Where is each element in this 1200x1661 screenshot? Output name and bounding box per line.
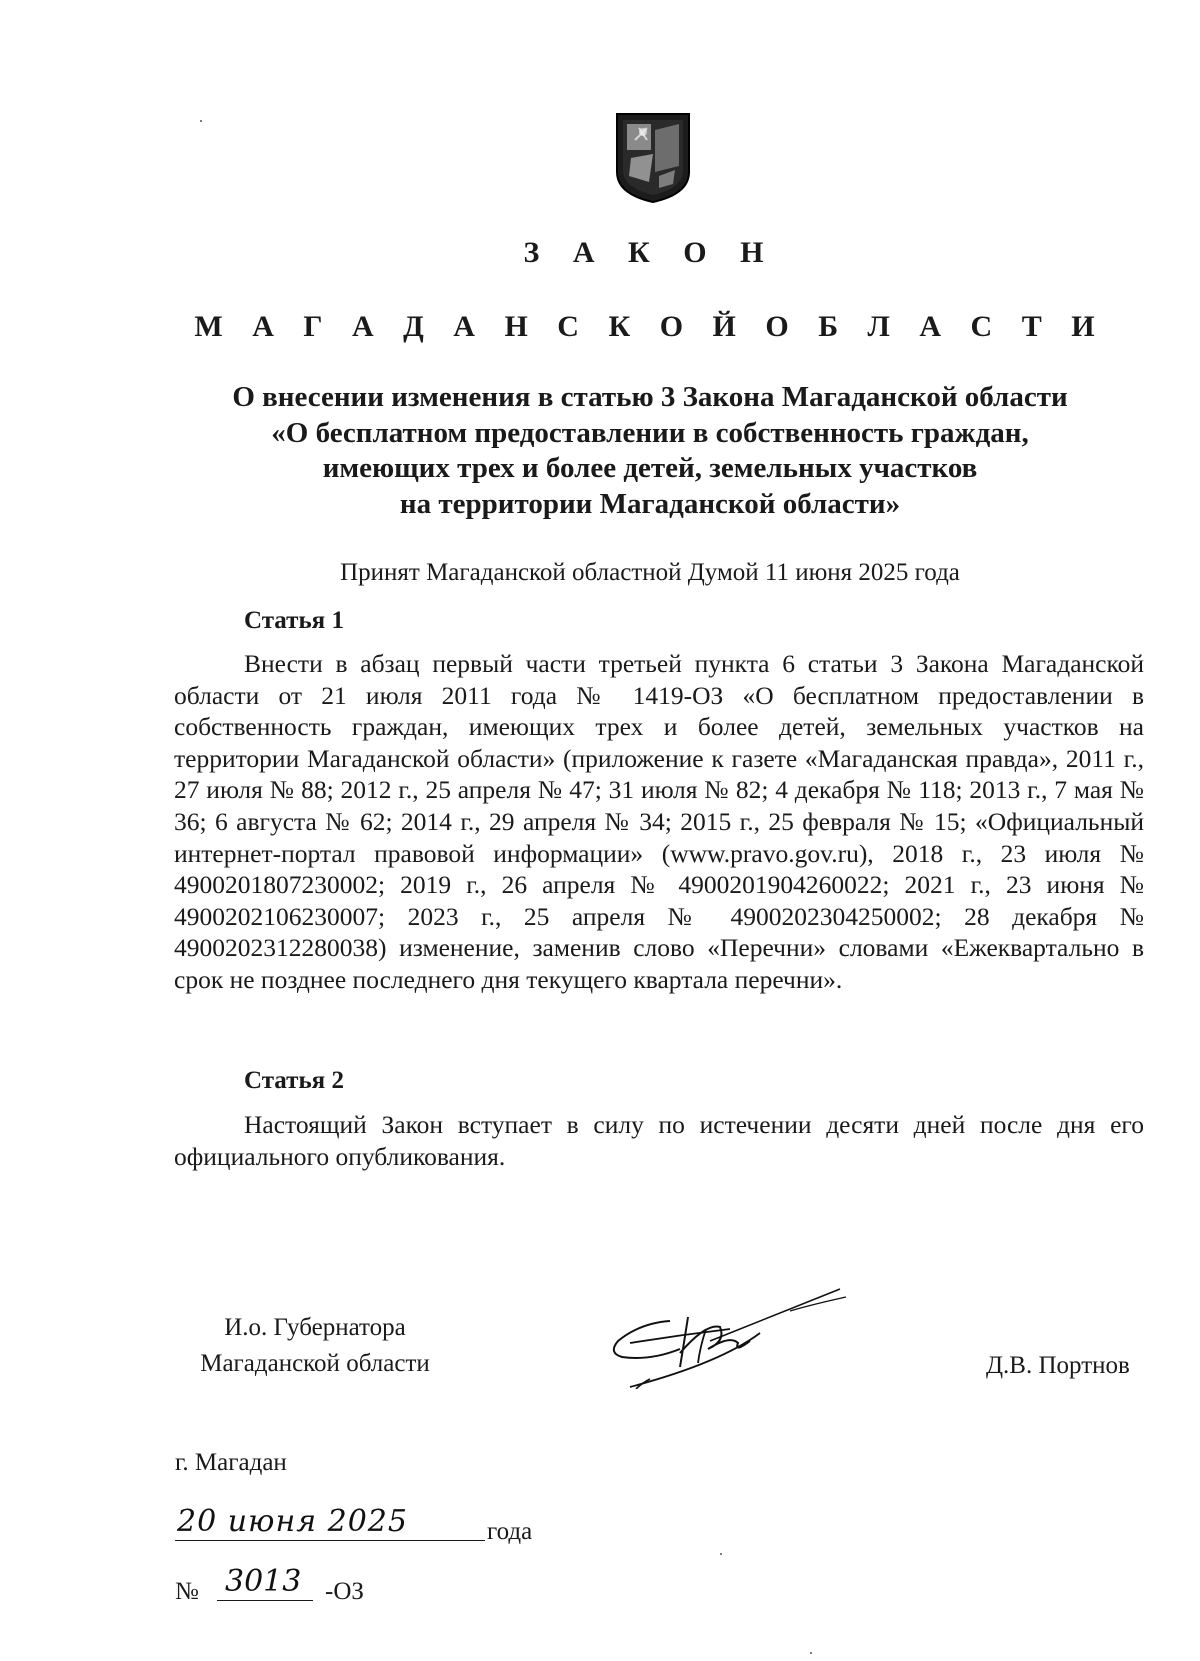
subject-line: на территории Магаданской области» <box>399 487 901 520</box>
signatory-title <box>175 1310 455 1382</box>
signatory-name: Д.В. Портнов <box>986 1352 1130 1379</box>
article-1-text: Внести в абзац первый части третьей пункта 6 статьи 3 Закона Магаданской области от 21 июля 2011 года № 1419-ОЗ «О бесплатном предоставлении в собственность граждан, имеющих трех и более детей, земельных участков на территории Магаданской области» (приложение к газете «Магаданская правда», 2011 г., 27 июля № 88; 2012 г., 25 апреля № 47; 31 июля № 82; 4 декабря № 118; 2013 г., 7 мая № 36; 6 августа № 62; 2014 г., 29 апреля № 34; 2015 г., 25 февраля № 15; «Официальный интернет-портал правовой информации» (www.pravo.gov.ru), 2018 г., 23 июля № 4900201807230002; 2019 г., 26 апреля № 4900201904260022; 2021 г., 23 июня № 4900202106230007; 2023 г., 25 апреля № 4900202304250002; 28 декабря № 4900202312280038) изменение, заменив слово «Перечни» словами «Ежеквартально в срок не позднее последнего дня текущего квартала перечни». <box>174 649 1144 994</box>
scan-speck <box>720 1553 722 1555</box>
number-underline <box>217 1600 313 1601</box>
article-2-heading: Статья 2 <box>244 1067 344 1094</box>
number-suffix: -ОЗ <box>325 1578 364 1605</box>
handwritten-number: 3013 <box>225 1564 302 1599</box>
scan-speck <box>810 1652 812 1654</box>
number-sign: № <box>175 1578 199 1605</box>
signatory-title-line: И.о. Губернатора <box>224 1314 406 1341</box>
subject-line: имеющих трех и более детей, земельных участков <box>322 452 978 484</box>
article-1-heading: Статья 1 <box>244 607 344 634</box>
handwritten-date: 20 июня 2025 <box>177 1504 408 1539</box>
date-suffix: года <box>487 1518 533 1545</box>
region-title: М А Г А Д А Н С К О Й О Б Л А С Т И <box>194 310 1106 343</box>
adoption-note: Принят Магаданской областной Думой 11 июня 2025 года <box>340 559 960 586</box>
handwritten-signature-icon <box>610 1283 850 1389</box>
coat-of-arms-icon <box>613 110 693 205</box>
city: г. Магадан <box>175 1449 287 1476</box>
subject-line: О внесении изменения в статью 3 Закона Магаданской области <box>232 381 1068 413</box>
signing-date <box>175 1504 775 1550</box>
signatory-title-line: Магаданской области <box>200 1350 430 1377</box>
article-2-text: Настоящий Закон вступает в силу по истечении десяти дней после дня его официального опубликования. <box>174 1110 1144 1171</box>
law-number <box>175 1564 575 1610</box>
law-title: З А К О Н <box>523 236 777 269</box>
date-underline <box>175 1540 485 1541</box>
subject-line: «О бесплатном предоставлении в собственность граждан, <box>271 416 1029 449</box>
scan-speck <box>200 120 202 122</box>
law-subject <box>150 380 1150 522</box>
